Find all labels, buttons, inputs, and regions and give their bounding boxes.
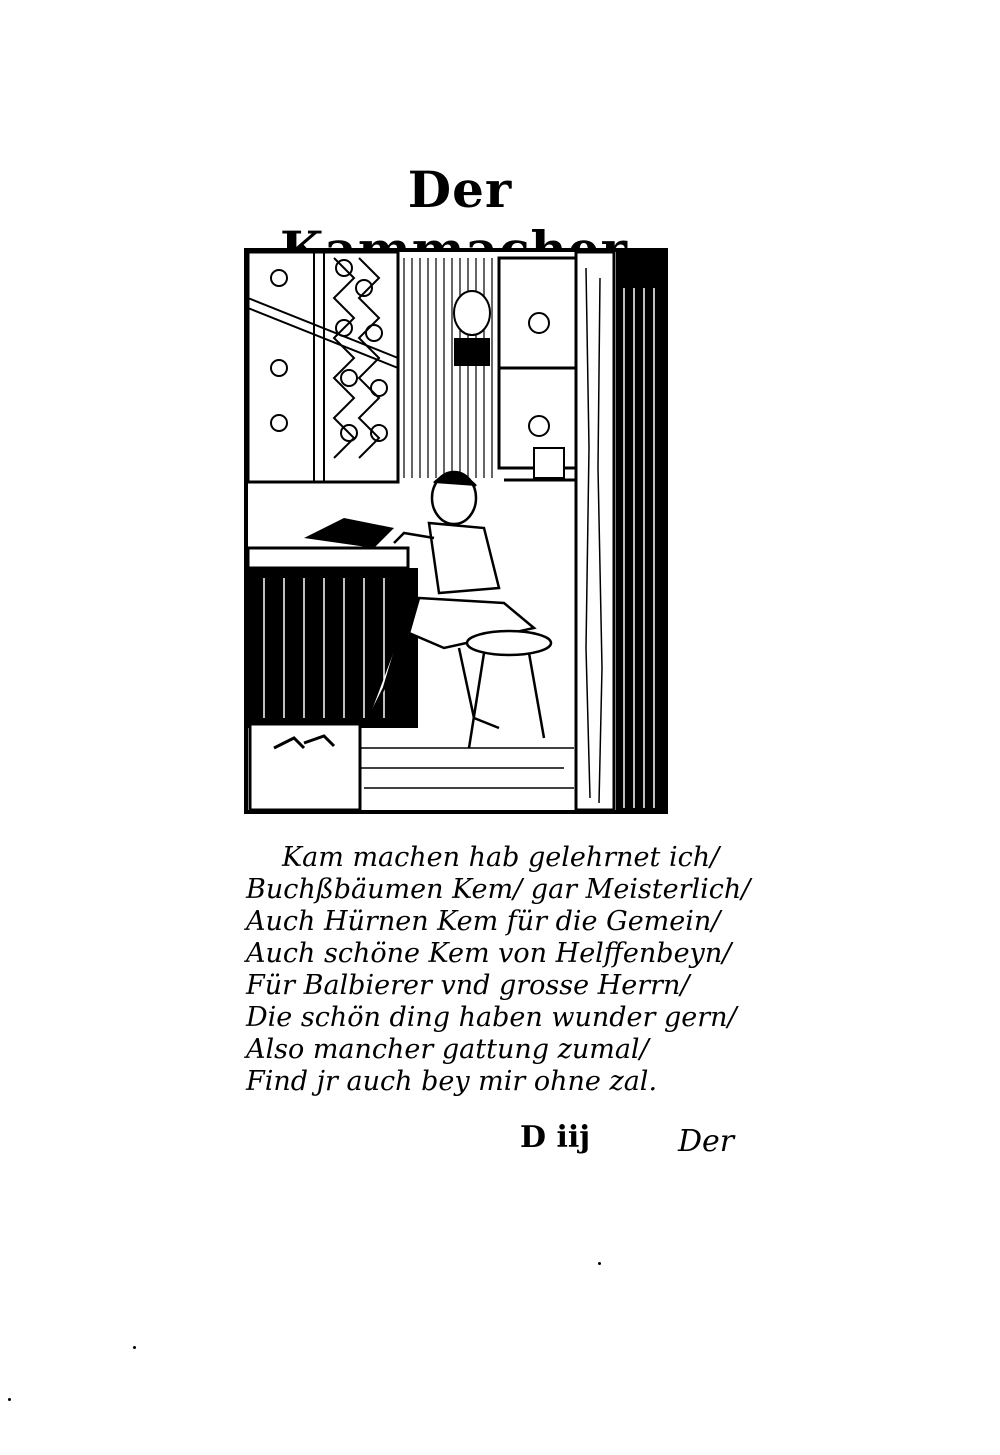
verse-line: Buchßbäumen Kem/ gar Meisterlich/ (246, 874, 751, 905)
verse-line: Auch schöne Kem von Helffenbeyn/ (246, 938, 732, 969)
verse-line: Auch Hürnen Kem für die Gemein/ (246, 906, 721, 937)
page-speck (8, 1398, 11, 1401)
catchword: Der (678, 1124, 735, 1159)
comb-maker-woodcut-icon (244, 248, 668, 814)
signature-mark: D iij (520, 1120, 591, 1155)
verse-line: Die schön ding haben wunder gern/ (246, 1002, 737, 1033)
page-speck (133, 1346, 136, 1349)
verse-line: Für Balbierer vnd grosse Herrn/ (246, 970, 690, 1001)
page-speck (598, 1262, 601, 1265)
verse-line: Also mancher gattung zumal/ (246, 1034, 649, 1065)
verse-line: Kam machen hab gelehrnet ich/ (282, 842, 720, 873)
verse-line: Find jr auch bey mir ohne zal. (246, 1066, 658, 1097)
verse-block (246, 842, 751, 1098)
page-title: Der (407, 160, 513, 219)
